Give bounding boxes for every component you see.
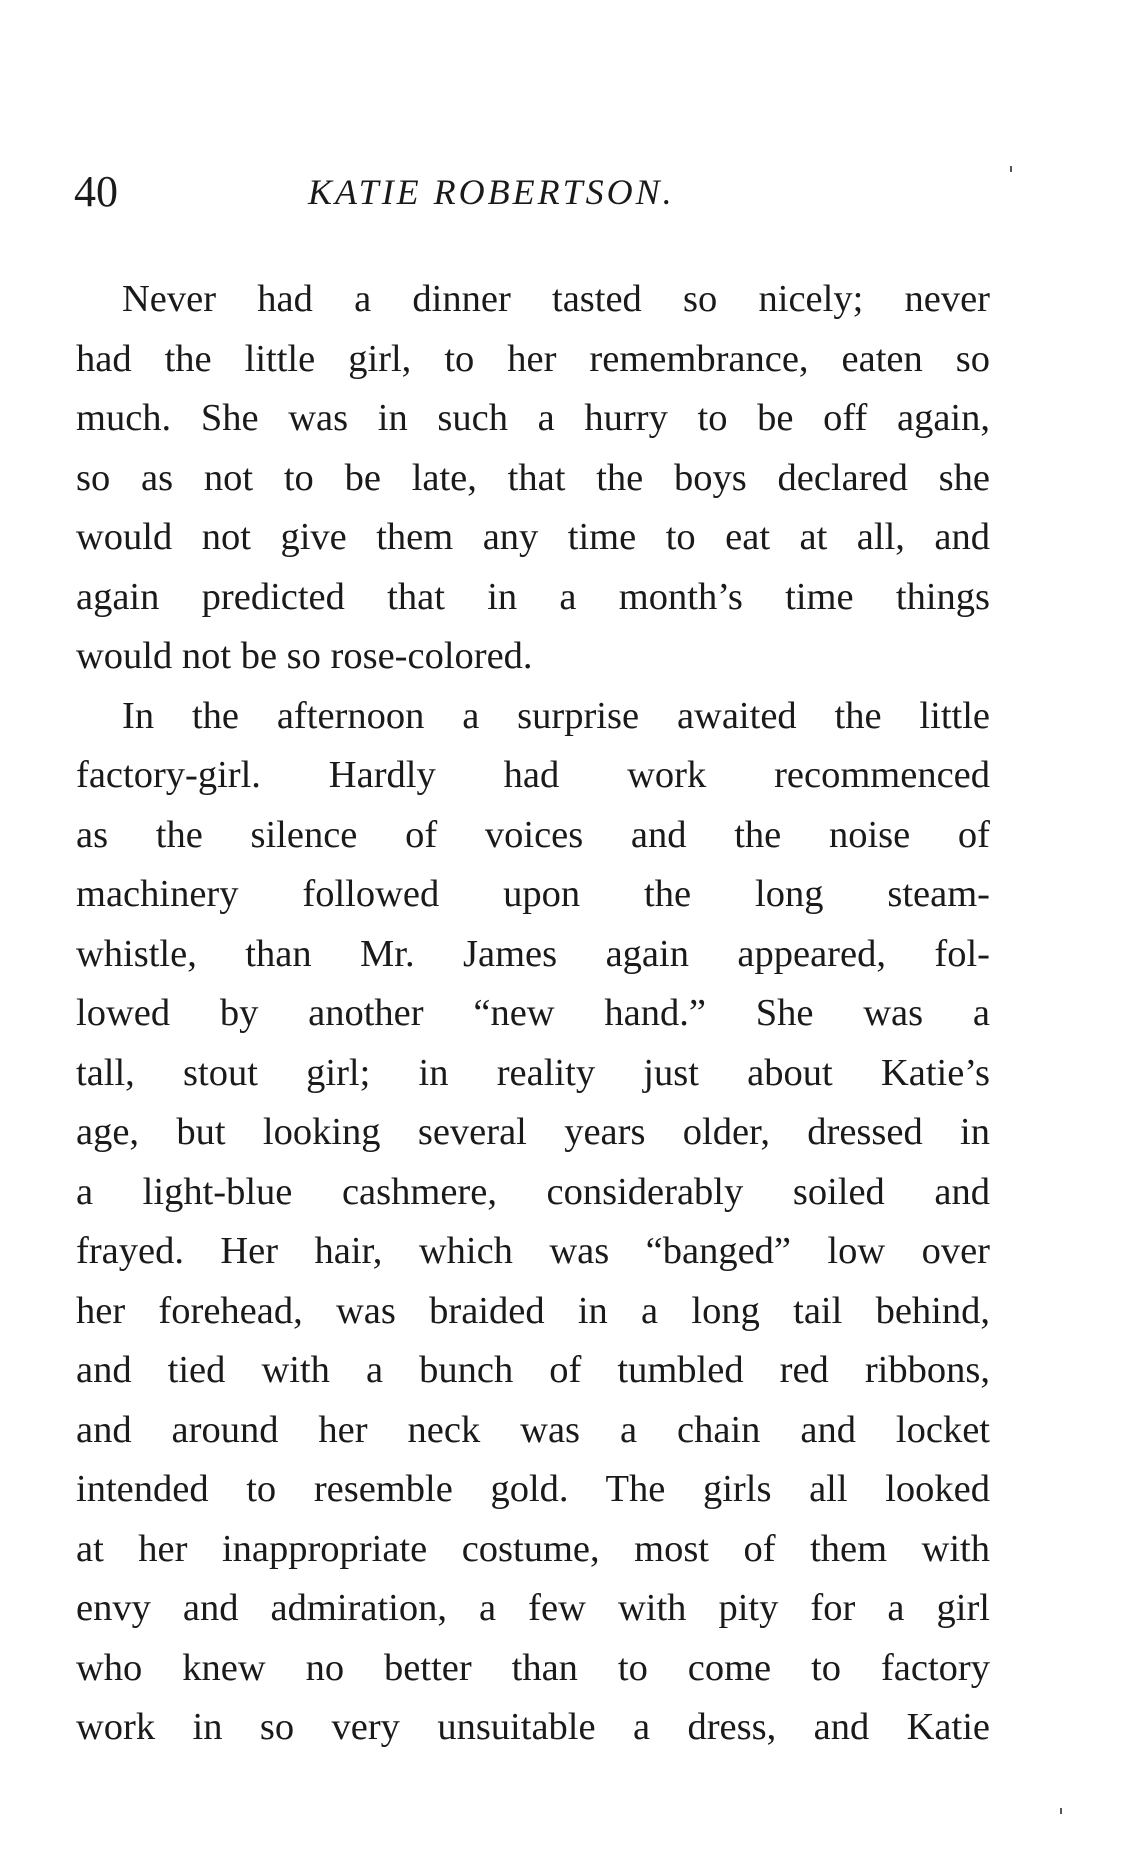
text-line: a light-blue cashmere, considerably soiled and — [76, 1170, 990, 1213]
margin-speck — [1010, 166, 1012, 172]
text-line: who knew no better than to come to factory — [76, 1646, 990, 1689]
text-line: tall, stout girl; in reality just about Katie’s — [76, 1051, 990, 1094]
text-line: and tied with a bunch of tumbled red ribbons, — [76, 1349, 990, 1391]
text-line: intended to resemble gold. The girls all looked — [76, 1468, 990, 1510]
text-line: as the silence of voices and the noise of — [76, 813, 990, 856]
text-line: factory-girl. Hardly had work recommenced — [76, 754, 990, 796]
body-text — [76, 270, 990, 1758]
running-head: KATIE ROBERTSON. — [308, 172, 675, 212]
text-line: age, but looking several years older, dressed in — [76, 1111, 990, 1153]
text-line: lowed by another “new hand.” She was a — [76, 992, 990, 1034]
text-line: In the afternoon a surprise awaited the little — [122, 694, 990, 737]
text-line: machinery followed upon the long steam- — [76, 873, 990, 915]
text-line: again predicted that in a month’s time things — [76, 575, 990, 618]
margin-speck — [1060, 1808, 1062, 1814]
text-line: would not give them any time to eat at all, and — [76, 516, 990, 558]
text-line: Never had a dinner tasted so nicely; never — [122, 278, 990, 320]
text-line: whistle, than Mr. James again appeared, fol- — [76, 932, 990, 975]
text-line: and around her neck was a chain and locket — [76, 1408, 990, 1451]
page-number: 40 — [74, 167, 118, 216]
text-line: her forehead, was braided in a long tail behind, — [76, 1289, 990, 1332]
text-line: frayed. Her hair, which was “banged” low over — [76, 1230, 990, 1272]
text-line: at her inappropriate costume, most of them with — [76, 1527, 990, 1570]
text-line: envy and admiration, a few with pity for a girl — [76, 1587, 990, 1629]
text-line: much. She was in such a hurry to be off again, — [76, 397, 990, 439]
text-line: work in so very unsuitable a dress, and Katie — [76, 1706, 990, 1748]
text-line: had the little girl, to her remembrance, eaten so — [76, 337, 990, 380]
text-line: so as not to be late, that the boys declared she — [76, 456, 990, 499]
text-line: would not be so rose-colored. — [76, 635, 533, 677]
